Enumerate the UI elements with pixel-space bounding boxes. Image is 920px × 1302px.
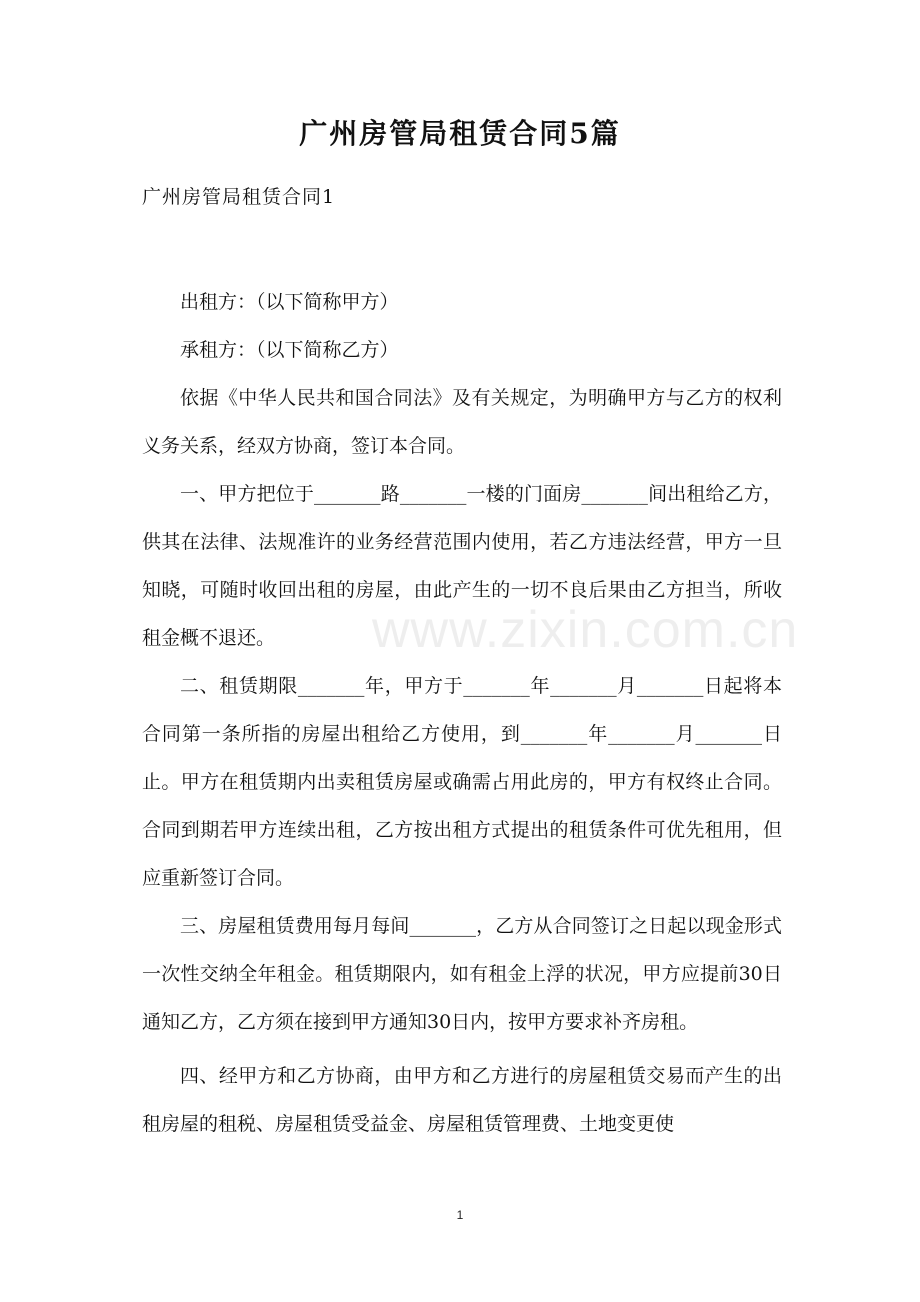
page-number: 1 bbox=[456, 1208, 464, 1222]
paragraph-clause-3: 三、房屋租赁费用每月每间_______，乙方从合同签订之日起以现金形式一次性交纳全年租金。租赁期限内，如有租金上浮的状况，甲方应提前30日通知乙方，乙方须在接到甲方通知30日内，按甲方要求补齐房租。 bbox=[142, 915, 782, 1033]
paragraph-lessee: 承租方：（以下简称乙方） bbox=[180, 339, 399, 361]
document-title: 广州房管局租赁合同5篇 bbox=[299, 117, 621, 150]
paragraph-lessor: 出租方：（以下简称甲方） bbox=[180, 291, 399, 313]
paragraph-clause-1: 一、甲方把位于_______路_______一楼的门面房_______间出租给乙方，供其在法律、法规准许的业务经营范围内使用，若乙方违法经营，甲方一旦知晓，可随时收回出租的房屋，由此产生的一切不良后果由乙方担当，所收租金概不退还。 bbox=[142, 483, 782, 649]
document-subtitle: 广州房管局租赁合同1 bbox=[142, 186, 336, 208]
paragraph-basis: 依据《中华人民共和国合同法》及有关规定，为明确甲方与乙方的权利义务关系，经双方协商，签订本合同。 bbox=[142, 387, 782, 457]
paragraph-clause-2: 二、租赁期限_______年，甲方于_______年_______月_______日起将本合同第一条所指的房屋出租给乙方使用，到_______年_______月_______日止。甲方在租赁期内出卖租赁房屋或确需占用此房的，甲方有权终止合同。合同到期若甲方连续出租，乙方按出租方式提出的租赁条件可优先租用，但应重新签订合同。 bbox=[142, 675, 782, 889]
paragraph-clause-4: 四、经甲方和乙方协商，由甲方和乙方进行的房屋租赁交易而产生的出租房屋的租税、房屋租赁受益金、房屋租赁管理费、土地变更使 bbox=[142, 1065, 782, 1135]
watermark: www.zixin.com.cn bbox=[372, 601, 799, 659]
document-body bbox=[142, 278, 782, 1148]
